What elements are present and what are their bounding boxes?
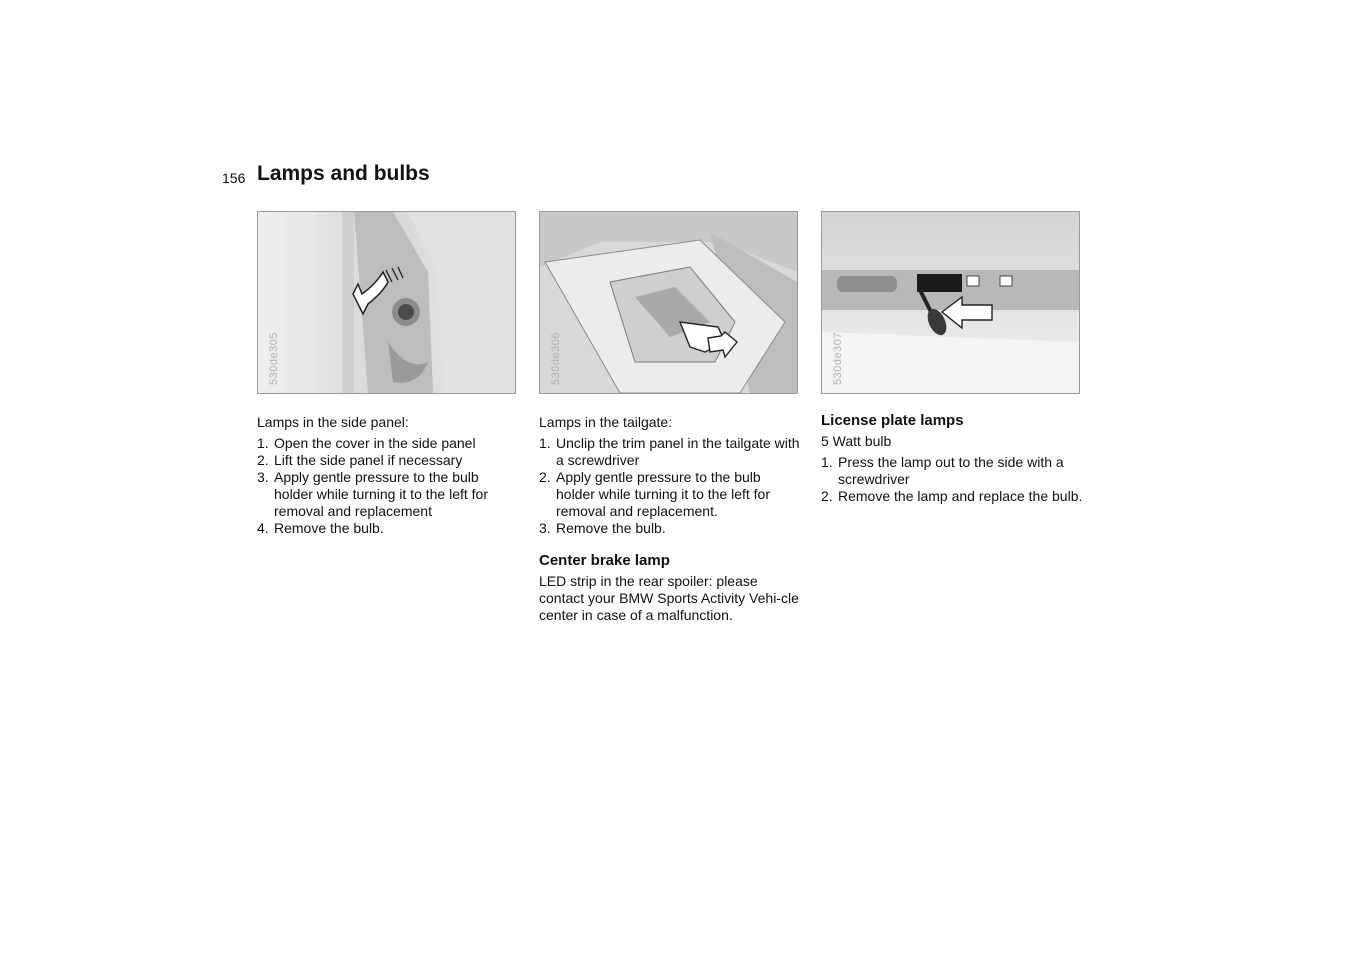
step-text: Lift the side panel if necessary — [274, 452, 463, 468]
tailgate-illustration — [540, 212, 797, 393]
figure-code: 530de306 — [550, 332, 562, 385]
step-text: Open the cover in the side panel — [274, 435, 476, 451]
list-item — [257, 469, 519, 520]
column-license-plate — [821, 412, 1083, 505]
side-panel-illustration — [258, 212, 515, 393]
step-number: 1. — [257, 435, 269, 451]
license-plate-steps — [821, 454, 1083, 505]
list-item — [257, 452, 519, 469]
figure-side-panel — [257, 211, 516, 394]
side-panel-intro: Lamps in the side panel: — [257, 414, 409, 430]
step-number: 2. — [539, 469, 551, 485]
figure-tailgate — [539, 211, 798, 394]
step-number: 4. — [257, 520, 269, 536]
figure-license-plate — [821, 211, 1080, 394]
step-number: 1. — [821, 454, 833, 470]
step-text: Press the lamp out to the side with a screwdriver — [838, 454, 1064, 487]
tailgate-steps — [539, 435, 801, 537]
step-text: Remove the bulb. — [274, 520, 384, 536]
list-item — [539, 469, 801, 520]
step-text: Remove the lamp and replace the bulb. — [838, 488, 1083, 504]
step-text: Unclip the trim panel in the tailgate with a screwdriver — [556, 435, 800, 468]
license-plate-illustration — [822, 212, 1079, 393]
step-number: 3. — [539, 520, 551, 536]
step-number: 3. — [257, 469, 269, 485]
tailgate-intro: Lamps in the tailgate: — [539, 414, 673, 430]
figure-code: 530de307 — [832, 332, 844, 385]
bulb-spec: 5 Watt bulb — [821, 433, 892, 449]
step-text: Apply gentle pressure to the bulb holder while turning it to the left for removal and replacement — [274, 469, 489, 519]
list-item — [539, 520, 801, 537]
list-item — [257, 435, 519, 452]
step-text: Apply gentle pressure to the bulb holder while turning it to the left for removal and replacement. — [556, 469, 771, 519]
step-number: 2. — [257, 452, 269, 468]
list-item — [821, 454, 1083, 488]
license-plate-heading: License plate lamps — [821, 412, 964, 429]
list-item — [257, 520, 519, 537]
column-tailgate — [539, 414, 801, 624]
page-title: Lamps and bulbs — [257, 162, 430, 185]
side-panel-steps — [257, 435, 519, 537]
step-text: Remove the bulb. — [556, 520, 666, 536]
step-number: 1. — [539, 435, 551, 451]
step-number: 2. — [821, 488, 833, 504]
center-brake-lamp-heading: Center brake lamp — [539, 552, 670, 569]
center-brake-lamp-text: LED strip in the rear spoiler: please contact your BMW Sports Activity Vehi-cle center in case of a malfunction. — [539, 573, 799, 623]
column-side-panel — [257, 414, 519, 537]
figure-code: 530de305 — [268, 332, 280, 385]
list-item — [539, 435, 801, 469]
page-number: 156 — [222, 170, 246, 186]
list-item — [821, 488, 1083, 505]
